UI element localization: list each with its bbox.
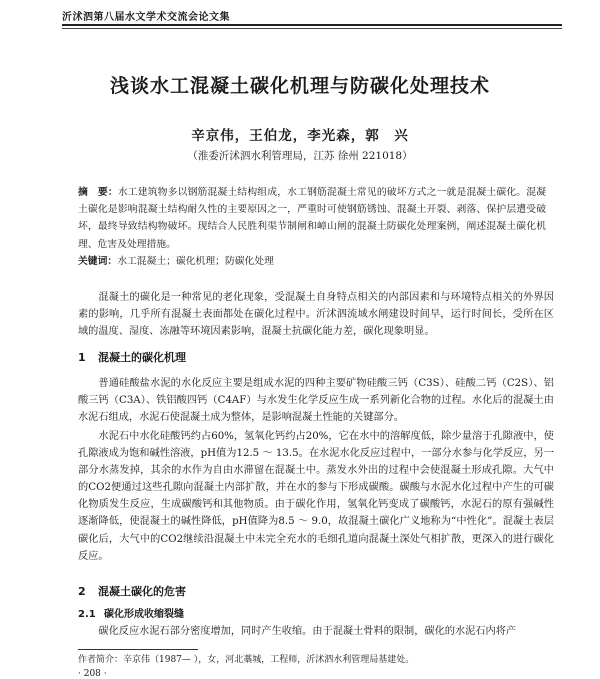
section-1-title: 混凝土的碳化机理 [98,351,186,364]
section-2-number: 2 [78,585,86,598]
footnote-rule [78,649,198,650]
abstract [78,184,546,253]
section-2-1-paragraph: 碳化反应水泥石部分密度增加，同时产生收缩。由于混凝土骨料的限制，碳化的水泥石内将产 [98,626,517,637]
section-1-paragraph-1: 普通硅酸盐水泥的水化反应主要是组成水泥的四种主要矿物硅酸三钙（C3S）、硅酸二钙（C2S）、铝酸三钙（C3A）、铁铝酸四钙（C4AF）与水发生化学反应生成一系列新化合物的过程。水化后的混凝土由水泥石组成，水泥石使混凝土成为整体，是影响混凝土性能的关键部分。 [78,378,554,424]
header-rule-thick [62,24,562,26]
header-rule-thin [62,28,562,29]
authors: 辛京伟，王伯龙，李光森，郭 兴 [191,128,409,144]
section-2-heading [78,583,186,599]
section-1-heading [78,349,186,365]
paper-title: 浅谈水工混凝土碳化机理与防碳化处理技术 [109,75,490,97]
subsection-2-1-title: 碳化形成收缩裂缝 [104,609,184,620]
subsection-2-1-number: 2.1 [78,609,96,620]
abstract-text: 水工建筑物多以钢筋混凝土结构组成，水工钢筋混凝土常见的破坏方式之一就是混凝土碳化。混凝土碳化是影响混凝土结构耐久性的主要原因之一，严重时可使钢筋锈蚀、混凝土开裂、剥落、保护层遭受破坏，最终导致结构物破坏。现结合人民胜利渠节制闸和嶂山闸的混凝土防碳化处理案例，阐述混凝土碳化机理、危害及处理措施。 [78,187,546,250]
affiliation: （淮委沂沭泗水利管理局，江苏 徐州 221018） [187,150,413,162]
page-number: · 208 · [78,669,107,679]
keywords [78,253,546,267]
author-footnote: 作者简介：辛京伟（1987— ），女，河北藁城，工程师，沂沭泗水利管理局基建处。 [78,655,415,665]
running-header: 沂沭泗第八届水文学术交流会论文集 [62,12,230,23]
abstract-label: 摘 要： [78,187,118,198]
keywords-text: 水工混凝土；碳化机理；防碳化处理 [117,256,274,267]
intro-paragraph: 混凝土的碳化是一种常见的老化现象，受混凝土自身特点相关的内部因素和与环境特点相关的外界因素的影响，几乎所有混凝土表面都处在碳化过程中。沂沭泗流域水闸建设时间早，运行时间长，受所在区域的温度、湿度、冻融等环境因素影响，混凝土抗碳化能力差，碳化现象明显。 [78,292,554,338]
keywords-label: 关键词： [78,256,118,267]
section-1-number: 1 [78,351,86,364]
subsection-2-1-heading [78,605,184,620]
section-1-paragraph-2: 水泥石中水化硅酸钙约占60%，氢氧化钙约占20%，它在水中的溶解度低，除少量溶于孔隙液中，使孔隙液成为饱和碱性溶液，pH值为12.5 ～ 13.5。在水泥水化反应过程中，一部分水参与化学反应，另一部分水蒸发掉，其余的水作为自由水滞留在混凝土中。蒸发水外出的过程中会使混凝土形成孔隙。大气中的CO2便通过这些孔隙向混凝土内部扩散，并在水的参与下形成碳酸。碳酸与水泥水化过程中产生的可碳化物质发生反应，生成碳酸钙和其他物质。由于碳化作用，氢氧化钙变成了碳酸钙，水泥石的原有强碱性逐渐降低，使混凝土的碱性降低，pH值降为8.5 ～ 9.0，故混凝土碳化广义地称为“中性化”。混凝土表层碳化后，大气中的CO2继续沿混凝土中未完全充水的毛细孔道向混凝土深处气相扩散，更深入的进行碳化反应。 [78,431,554,562]
section-2-title: 混凝土碳化的危害 [98,585,186,598]
